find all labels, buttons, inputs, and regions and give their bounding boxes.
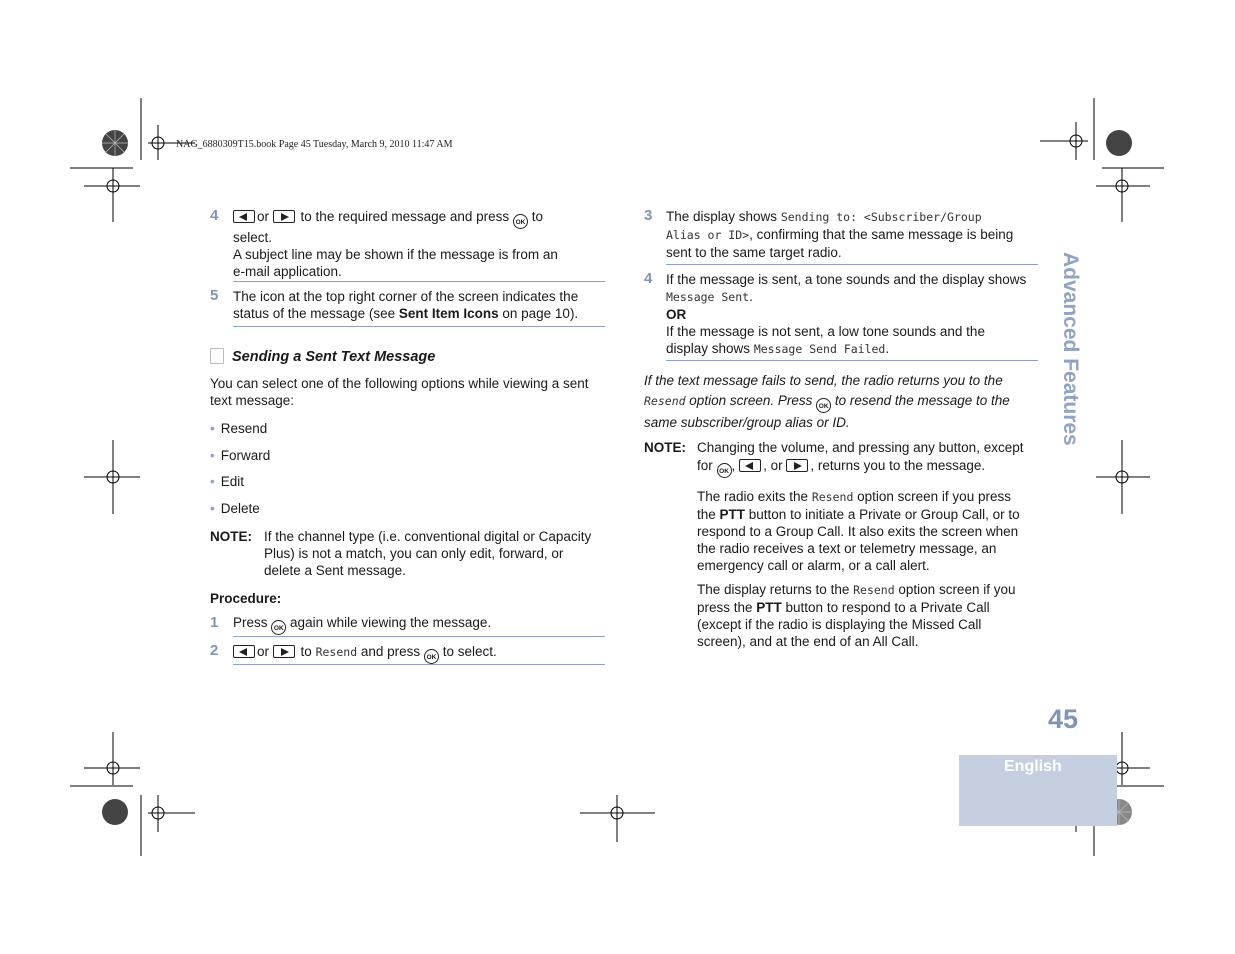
right-arrow-icon <box>273 210 295 223</box>
proc-1-text: Press OK again while viewing the message. <box>233 614 491 635</box>
ok-button-icon: OK <box>513 214 528 229</box>
proc-1-number: 1 <box>210 614 219 631</box>
list-item: • Delete <box>210 500 260 516</box>
divider <box>666 360 1038 361</box>
divider <box>666 264 1038 265</box>
intro-text: You can select one of the following options while viewing a sent text message: <box>210 376 589 408</box>
procedure-heading: Procedure: <box>210 591 282 606</box>
list-item: • Edit <box>210 474 244 489</box>
ok-button-icon: OK <box>717 463 732 478</box>
language-tab <box>959 755 1117 826</box>
side-tab-title: Advanced Features <box>1059 252 1082 446</box>
italic-note: If the text message fails to send, the radio returns you to the Resend option screen. Press OK to resend the message to the same subscriber/group alias or ID. <box>644 373 1010 430</box>
note-paragraph-2: The radio exits the Resend option screen if you press the PTT button to initiate a Private or Group Call, or to respond to a Group Call. It also exits the screen when the radio receives a text or telemetry message, an emergency call or alarm, or a call alert. <box>697 489 1020 573</box>
step-4-text: or to the required message and press OK to select. A subject line may be shown if the message is from an e-mail application. <box>233 209 558 279</box>
divider <box>233 636 605 637</box>
proc-2-number: 2 <box>210 642 219 659</box>
left-arrow-icon <box>739 459 761 472</box>
page-number: 45 <box>1048 704 1079 734</box>
left-arrow-icon <box>233 645 255 658</box>
ok-button-icon: OK <box>271 620 286 635</box>
step-3-number: 3 <box>644 207 653 224</box>
note-paragraph-3: The display returns to the Resend option screen if you press the PTT button to respond to a Private Call (except if the radio is displaying the Missed Call screen), and at the end of an All Call. <box>697 582 1016 649</box>
language-label: English <box>1004 758 1062 775</box>
step-4r-text: If the message is sent, a tone sounds and the display shows Message Sent. OR If the message is not sent, a low tone sounds and the display shows Message Send Failed. <box>666 272 1027 356</box>
ok-button-icon: OK <box>816 398 831 413</box>
right-arrow-icon <box>273 645 295 658</box>
note-text: If the channel type (i.e. conventional digital or Capacity Plus) is not a match, you can only edit, forward, or delete a Sent message. <box>264 529 592 578</box>
page-icon <box>210 348 224 364</box>
list-item: • Resend <box>210 421 268 436</box>
step-3-text: The display shows Sending to: <Subscriber/Group Alias or ID>, confirming that the same message is being sent to the same target radio. <box>666 209 1014 260</box>
step-5-number: 5 <box>210 287 219 304</box>
section-title: Sending a Sent Text Message <box>232 349 436 365</box>
print-header: NAG_6880309T15.book Page 45 Tuesday, March 9, 2010 11:47 AM <box>176 139 453 150</box>
divider <box>233 664 605 665</box>
step-4-number: 4 <box>210 207 219 224</box>
right-arrow-icon <box>786 459 808 472</box>
step-4r-number: 4 <box>644 270 653 287</box>
note-label: NOTE: <box>210 529 252 544</box>
proc-2-text: or to Resend and press OK to select. <box>233 643 497 664</box>
option-list <box>210 420 270 526</box>
note-label: NOTE: <box>644 440 686 455</box>
divider <box>233 326 605 327</box>
divider <box>233 281 605 282</box>
note-text: Changing the volume, and pressing any button, except for OK , , or , returns you to the message. <box>697 439 1042 478</box>
left-arrow-icon <box>233 210 255 223</box>
ok-button-icon: OK <box>424 649 439 664</box>
list-item: • Forward <box>210 447 271 463</box>
step-5-text: The icon at the top right corner of the screen indicates the status of the message (see Sent Item Icons on page 10). <box>233 289 579 321</box>
